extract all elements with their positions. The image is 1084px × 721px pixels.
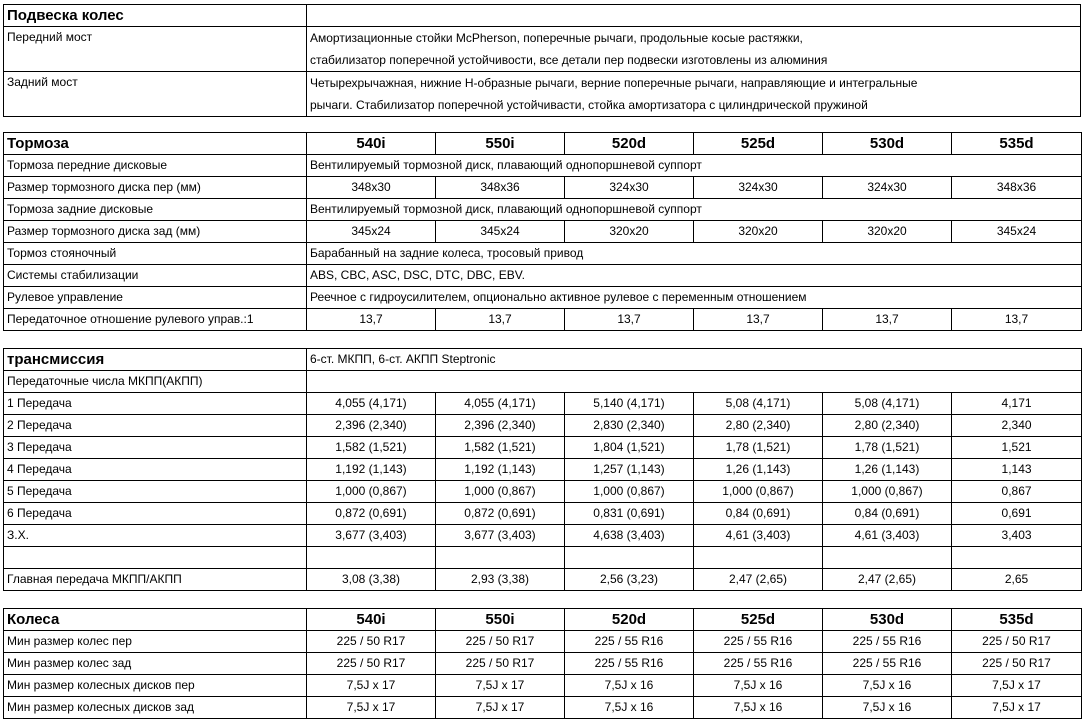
row-label: Задний мост [4, 72, 307, 117]
row-label: Тормоза передние дисковые [4, 155, 307, 177]
cell: 1,192 (1,143) [307, 459, 436, 481]
row-value: Четырехрычажная, нижние Н-образные рычаги, верние поперечные рычаги, направляющие и интегральные рычаги. Стабилизатор поперечной устойчивасти, стойка амортизатора с цилиндрической пружиной [307, 72, 1081, 117]
row-label: Системы стабилизации [4, 265, 307, 287]
cell: 2,47 (2,65) [823, 569, 952, 591]
table-row [4, 675, 1082, 697]
row-label: З.Х. [4, 525, 307, 547]
cell: 225 / 55 R16 [565, 631, 694, 653]
cell: 0,872 (0,691) [307, 503, 436, 525]
row-label: Рулевое управление [4, 287, 307, 309]
transmission-table [3, 348, 1082, 591]
cell: 3,677 (3,403) [307, 525, 436, 547]
wheels-title: Колеса [4, 609, 307, 631]
model-header: 520d [565, 133, 694, 155]
row-label: 2 Передача [4, 415, 307, 437]
row-label: 3 Передача [4, 437, 307, 459]
cell: 4,055 (4,171) [436, 393, 565, 415]
row-label: 6 Передача [4, 503, 307, 525]
model-header: 540i [307, 609, 436, 631]
model-header: 530d [823, 609, 952, 631]
cell: 2,47 (2,65) [694, 569, 823, 591]
cell: 225 / 50 R17 [307, 631, 436, 653]
cell: 225 / 55 R16 [694, 631, 823, 653]
final-drive-row [4, 569, 1082, 591]
cell: 4,171 [952, 393, 1082, 415]
cell: 2,830 (2,340) [565, 415, 694, 437]
cell: 1,000 (0,867) [694, 481, 823, 503]
cell: 345x24 [436, 221, 565, 243]
cell: 7,5J x 17 [952, 675, 1082, 697]
model-header: 530d [823, 133, 952, 155]
cell: 225 / 55 R16 [823, 631, 952, 653]
cell: 225 / 50 R17 [307, 653, 436, 675]
cell: 1,257 (1,143) [565, 459, 694, 481]
row-value: Барабанный на задние колеса, тросовый привод [307, 243, 1082, 265]
cell: 225 / 55 R16 [565, 653, 694, 675]
cell: 1,804 (1,521) [565, 437, 694, 459]
cell: 5,140 (4,171) [565, 393, 694, 415]
row-label: Мин размер колесных дисков пер [4, 675, 307, 697]
model-header: 535d [952, 609, 1082, 631]
brakes-table [3, 132, 1082, 331]
cell: 1,000 (0,867) [565, 481, 694, 503]
cell: 7,5J x 16 [565, 697, 694, 719]
cell: 0,867 [952, 481, 1082, 503]
cell: 0,691 [952, 503, 1082, 525]
cell: 320x20 [694, 221, 823, 243]
cell: 2,396 (2,340) [307, 415, 436, 437]
row-label: Тормоза задние дисковые [4, 199, 307, 221]
cell: 1,582 (1,521) [307, 437, 436, 459]
model-header: 525d [694, 133, 823, 155]
row-value: Амортизационные стойки McPherson, поперечные рычаги, продольные косые растяжки, стабилизатор поперечной устойчивости, все детали пер подвески изготовлены из алюминия [307, 27, 1081, 72]
cell: 5,08 (4,171) [823, 393, 952, 415]
table-row [4, 503, 1082, 525]
row-label: Размер тормозного диска зад (мм) [4, 221, 307, 243]
cell: 1,000 (0,867) [436, 481, 565, 503]
row-label: Мин размер колесных дисков зад [4, 697, 307, 719]
brakes-title: Тормоза [4, 133, 307, 155]
cell: 320x20 [565, 221, 694, 243]
row-label: Передний мост [4, 27, 307, 72]
cell: 0,872 (0,691) [436, 503, 565, 525]
transmission-summary: 6-ст. МКПП, 6-ст. АКПП Steptronic [307, 349, 1082, 371]
cell: 7,5J x 17 [436, 697, 565, 719]
cell: 348x36 [436, 177, 565, 199]
row-value: Вентилируемый тормозной диск, плавающий однопоршневой суппорт [307, 199, 1082, 221]
cell: 13,7 [952, 309, 1082, 331]
model-header: 550i [436, 133, 565, 155]
gear-ratios-subheader: Передаточные числа МКПП(АКПП) [4, 371, 307, 393]
cell: 225 / 55 R16 [694, 653, 823, 675]
cell: 7,5J x 16 [694, 697, 823, 719]
cell: 225 / 55 R16 [823, 653, 952, 675]
cell: 348x30 [307, 177, 436, 199]
cell: 7,5J x 17 [307, 675, 436, 697]
cell: 0,84 (0,691) [823, 503, 952, 525]
row-value: ABS, CBC, ASC, DSC, DTC, DBC, EBV. [307, 265, 1082, 287]
cell: 4,055 (4,171) [307, 393, 436, 415]
cell: 2,93 (3,38) [436, 569, 565, 591]
row-label: Мин размер колес пер [4, 631, 307, 653]
cell: 345x24 [307, 221, 436, 243]
row-label: Передаточное отношение рулевого управ.:1 [4, 309, 307, 331]
model-header: 550i [436, 609, 565, 631]
cell: 13,7 [307, 309, 436, 331]
cell: 2,80 (2,340) [694, 415, 823, 437]
cell: 13,7 [565, 309, 694, 331]
cell: 7,5J x 17 [436, 675, 565, 697]
cell: 2,396 (2,340) [436, 415, 565, 437]
cell: 324x30 [565, 177, 694, 199]
model-header: 535d [952, 133, 1082, 155]
cell: 1,521 [952, 437, 1082, 459]
cell: 2,340 [952, 415, 1082, 437]
cell: 324x30 [823, 177, 952, 199]
row-label: 5 Передача [4, 481, 307, 503]
cell: 7,5J x 17 [952, 697, 1082, 719]
row-value: Вентилируемый тормозной диск, плавающий однопоршневой суппорт [307, 155, 1082, 177]
cell: 5,08 (4,171) [694, 393, 823, 415]
table-row [4, 631, 1082, 653]
cell: 1,78 (1,521) [823, 437, 952, 459]
cell: 1,000 (0,867) [823, 481, 952, 503]
row-label: Тормоз стояночный [4, 243, 307, 265]
row-label: Размер тормозного диска пер (мм) [4, 177, 307, 199]
cell: 2,80 (2,340) [823, 415, 952, 437]
suspension-title: Подвеска колес [4, 5, 307, 27]
cell: 348x36 [952, 177, 1082, 199]
cell: 3,677 (3,403) [436, 525, 565, 547]
cell: 225 / 50 R17 [952, 653, 1082, 675]
cell: 345x24 [952, 221, 1082, 243]
row-label: 4 Передача [4, 459, 307, 481]
cell: 7,5J x 16 [565, 675, 694, 697]
table-row [4, 481, 1082, 503]
cell: 3,08 (3,38) [307, 569, 436, 591]
cell: 1,000 (0,867) [307, 481, 436, 503]
row-value: Реечное с гидроусилителем, опционально активное рулевое с переменным отношением [307, 287, 1082, 309]
table-row [4, 653, 1082, 675]
cell: 7,5J x 16 [694, 675, 823, 697]
cell: 0,84 (0,691) [694, 503, 823, 525]
row-label: Главная передача МКПП/АКПП [4, 569, 307, 591]
cell: 225 / 50 R17 [436, 653, 565, 675]
cell: 13,7 [694, 309, 823, 331]
table-row [4, 459, 1082, 481]
row-label: Мин размер колес зад [4, 653, 307, 675]
wheels-table [3, 608, 1082, 719]
table-row [4, 393, 1082, 415]
cell: 4,638 (3,403) [565, 525, 694, 547]
cell: 4,61 (3,403) [694, 525, 823, 547]
cell: 1,582 (1,521) [436, 437, 565, 459]
model-header: 520d [565, 609, 694, 631]
cell: 1,26 (1,143) [694, 459, 823, 481]
table-row [4, 525, 1082, 547]
cell: 1,143 [952, 459, 1082, 481]
suspension-table [3, 4, 1081, 117]
cell: 4,61 (3,403) [823, 525, 952, 547]
table-row [4, 437, 1082, 459]
table-row [4, 415, 1082, 437]
cell: 1,192 (1,143) [436, 459, 565, 481]
cell: 13,7 [436, 309, 565, 331]
cell: 1,26 (1,143) [823, 459, 952, 481]
row-label: 1 Передача [4, 393, 307, 415]
cell: 1,78 (1,521) [694, 437, 823, 459]
cell: 0,831 (0,691) [565, 503, 694, 525]
cell: 2,56 (3,23) [565, 569, 694, 591]
cell: 7,5J x 16 [823, 675, 952, 697]
cell: 225 / 50 R17 [436, 631, 565, 653]
cell: 3,403 [952, 525, 1082, 547]
cell: 2,65 [952, 569, 1082, 591]
cell: 7,5J x 16 [823, 697, 952, 719]
model-header: 525d [694, 609, 823, 631]
cell: 324x30 [694, 177, 823, 199]
cell: 7,5J x 17 [307, 697, 436, 719]
cell: 320x20 [823, 221, 952, 243]
cell: 225 / 50 R17 [952, 631, 1082, 653]
cell: 13,7 [823, 309, 952, 331]
model-header: 540i [307, 133, 436, 155]
table-row [4, 697, 1082, 719]
transmission-title: трансмиссия [4, 349, 307, 371]
